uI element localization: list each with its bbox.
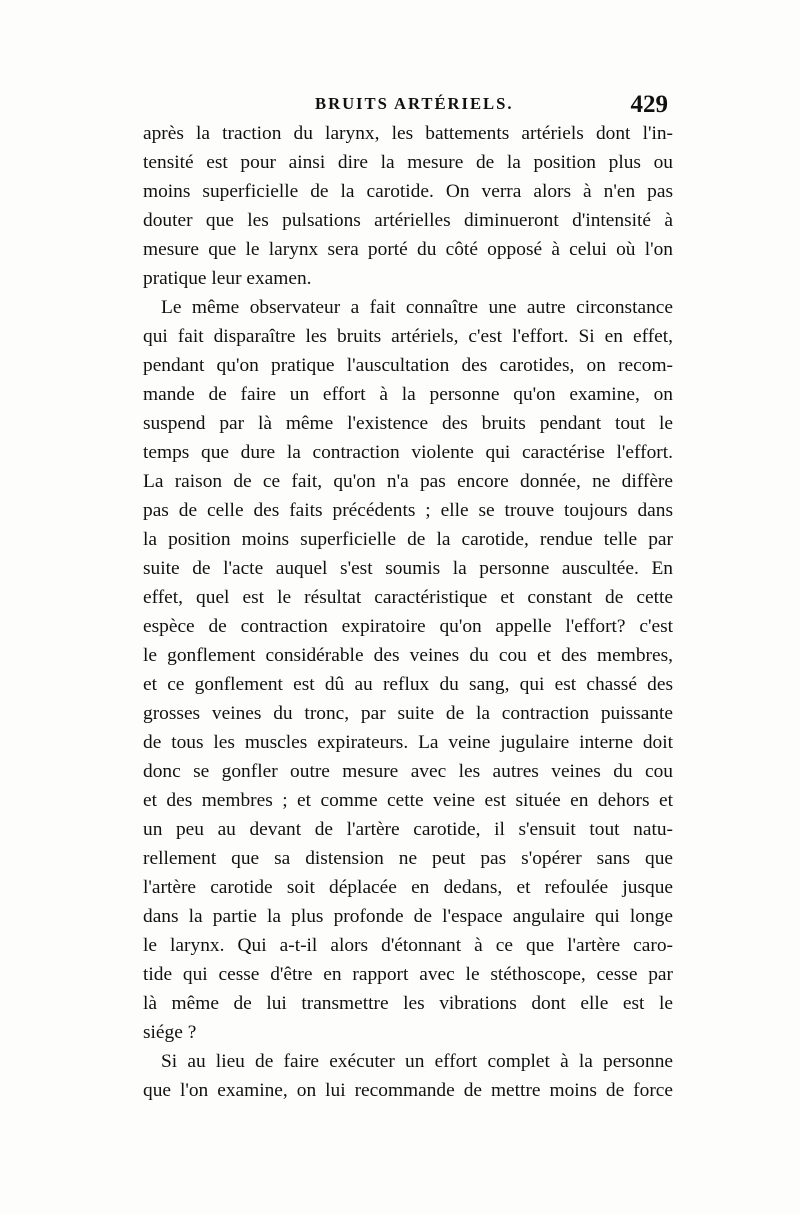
text-line: rellement que sa distension ne peut pas s'opérer sans que xyxy=(143,848,673,869)
text-line: après la traction du larynx, les battements artériels dont l'in- xyxy=(143,123,673,144)
text-line: moins superficielle de la carotide. On verra alors à n'en pas xyxy=(143,181,673,202)
text-line: et ce gonflement est dû au reflux du sang, qui est chassé des xyxy=(143,674,673,695)
text-line: suspend par là même l'existence des bruits pendant tout le xyxy=(143,413,673,434)
text-line: l'artère carotide soit déplacée en dedans, et refoulée jusque xyxy=(143,877,673,898)
text-line: siége ? xyxy=(143,1022,197,1043)
text-line: donc se gonfler outre mesure avec les autres veines du cou xyxy=(143,761,673,782)
text-line: temps que dure la contraction violente qui caractérise l'effort. xyxy=(143,442,673,463)
text-line: de tous les muscles expirateurs. La veine jugulaire interne doit xyxy=(143,732,673,753)
text-line: suite de l'acte auquel s'est soumis la personne auscultée. En xyxy=(143,558,673,579)
text-line: mesure que le larynx sera porté du côté opposé à celui où l'on xyxy=(143,239,673,260)
text-line: là même de lui transmettre les vibrations dont elle est le xyxy=(143,993,673,1014)
running-title: BRUITS ARTÉRIELS. xyxy=(315,94,514,113)
text-line: pas de celle des faits précédents ; elle se trouve toujours dans xyxy=(143,500,673,521)
text-line: Le même observateur a fait connaître une autre circonstance xyxy=(161,297,673,318)
page-number: 429 xyxy=(630,91,668,118)
text-line: La raison de ce fait, qu'on n'a pas encore donnée, ne diffère xyxy=(143,471,673,492)
text-line: pendant qu'on pratique l'auscultation des carotides, on recom- xyxy=(143,355,673,376)
text-line: douter que les pulsations artérielles diminueront d'intensité à xyxy=(143,210,673,231)
text-line: un peu au devant de l'artère carotide, il s'ensuit tout natu- xyxy=(143,819,673,840)
text-line: mande de faire un effort à la personne qu'on examine, on xyxy=(143,384,673,405)
text-line: grosses veines du tronc, par suite de la contraction puissante xyxy=(143,703,673,724)
text-line: effet, quel est le résultat caractéristique et constant de cette xyxy=(143,587,673,608)
text-line: la position moins superficielle de la carotide, rendue telle par xyxy=(143,529,673,550)
text-line: dans la partie la plus profonde de l'espace angulaire qui longe xyxy=(143,906,673,927)
text-line: pratique leur examen. xyxy=(143,268,312,289)
text-line: tide qui cesse d'être en rapport avec le stéthoscope, cesse par xyxy=(143,964,673,985)
text-line: tensité est pour ainsi dire la mesure de la position plus ou xyxy=(143,152,673,173)
body-text xyxy=(143,119,673,1105)
text-line: et des membres ; et comme cette veine est située en dehors et xyxy=(143,790,673,811)
text-line: espèce de contraction expiratoire qu'on appelle l'effort? c'est xyxy=(143,616,673,637)
text-line: le gonflement considérable des veines du cou et des membres, xyxy=(143,645,673,666)
text-line: le larynx. Qui a-t-il alors d'étonnant à ce que l'artère caro- xyxy=(143,935,673,956)
text-line: Si au lieu de faire exécuter un effort complet à la personne xyxy=(161,1051,673,1072)
text-line: qui fait disparaître les bruits artériels, c'est l'effort. Si en effet, xyxy=(143,326,673,347)
text-line: que l'on examine, on lui recommande de mettre moins de force xyxy=(143,1080,673,1101)
